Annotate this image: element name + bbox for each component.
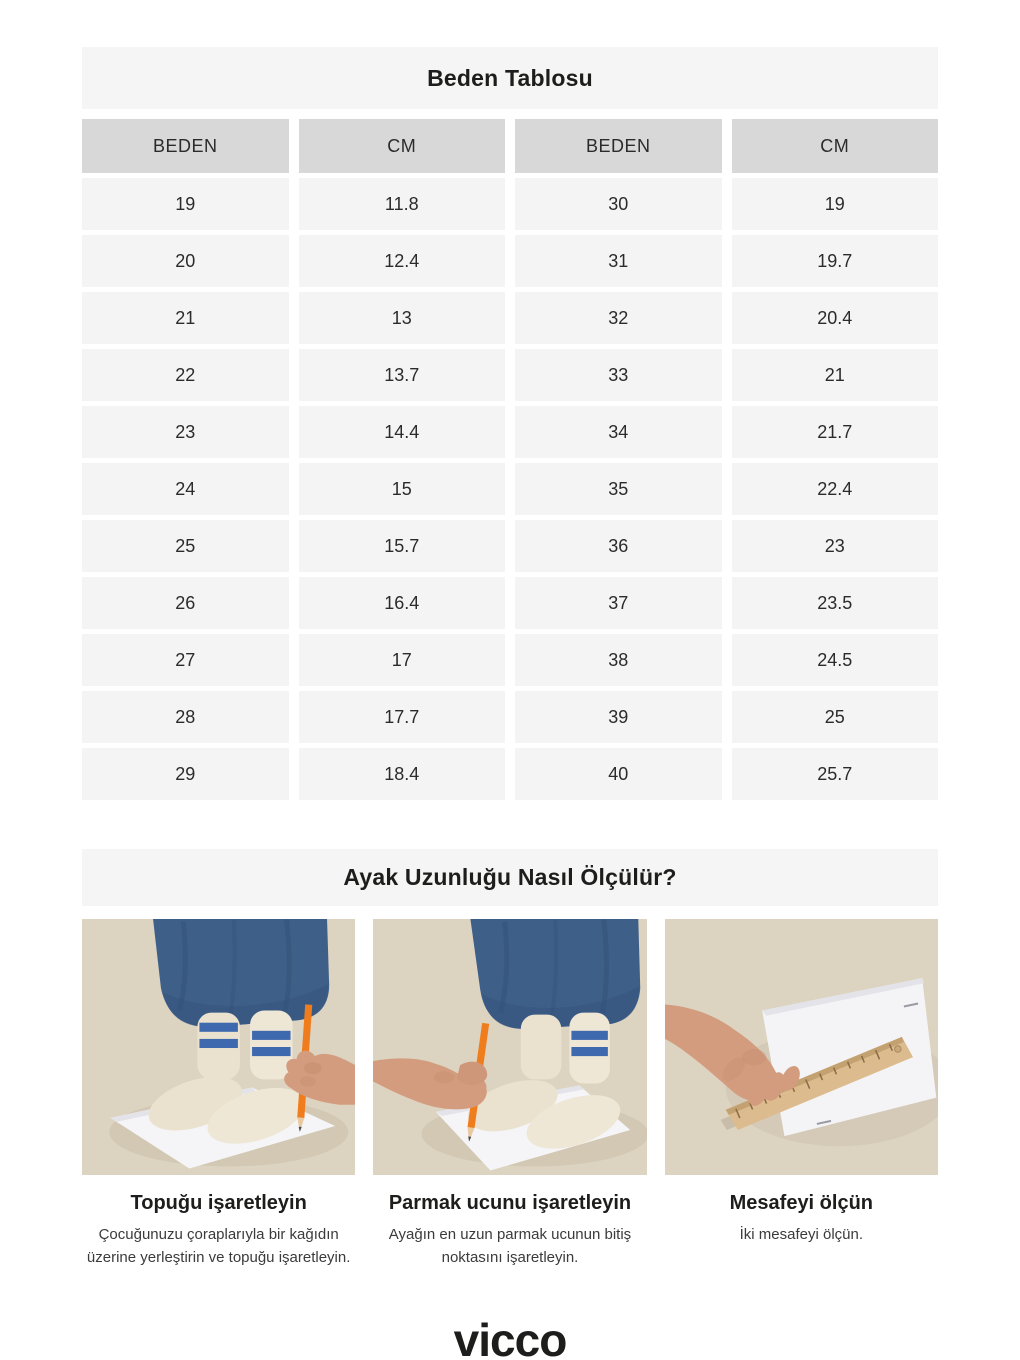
measure-distance-photo [665,919,938,1175]
size-table [72,114,948,805]
table-row [82,634,938,686]
cell-cm: 17 [299,634,506,686]
cell-size: 34 [515,406,722,458]
footer [82,1314,938,1360]
table-row [82,577,938,629]
cell-size: 26 [82,577,289,629]
cell-cm: 25 [732,691,939,743]
step-description: Ayağın en uzun parmak ucunun bitiş noktasını işaretleyin. [388,1226,632,1266]
cell-size: 29 [82,748,289,800]
cell-cm: 19.7 [732,235,939,287]
column-header-cm-left: CM [299,119,506,173]
step-mark-toe [373,919,646,1269]
cell-cm: 14.4 [299,406,506,458]
cell-size: 25 [82,520,289,572]
size-table-header-row [82,119,938,173]
cell-size: 40 [515,748,722,800]
step-title: Topuğu işaretleyin [130,1192,307,1214]
mark-heel-photo [82,919,355,1175]
cell-cm: 12.4 [299,235,506,287]
column-header-beden-right: BEDEN [515,119,722,173]
step-description: İki mesafeyi ölçün. [739,1226,864,1243]
cell-size: 24 [82,463,289,515]
cell-size: 21 [82,292,289,344]
cell-size: 30 [515,178,722,230]
cell-size: 35 [515,463,722,515]
cell-cm: 15.7 [299,520,506,572]
size-table-title-band [82,47,938,109]
cell-size: 22 [82,349,289,401]
jeans [153,919,329,1027]
cell-cm: 24.5 [732,634,939,686]
column-header-beden-left: BEDEN [82,119,289,173]
cell-size: 23 [82,406,289,458]
cell-size: 28 [82,691,289,743]
table-row [82,463,938,515]
measuring-guide-title-band [82,849,938,906]
step-measure-distance [665,919,938,1269]
cell-size: 27 [82,634,289,686]
cell-cm: 17.7 [299,691,506,743]
cell-size: 33 [515,349,722,401]
step-title: Parmak ucunu işaretleyin [388,1192,632,1214]
cell-cm: 25.7 [732,748,939,800]
table-row [82,178,938,230]
cell-cm: 23 [732,520,939,572]
table-row [82,748,938,800]
cell-size: 32 [515,292,722,344]
measuring-steps [82,919,938,1269]
cell-cm: 19 [732,178,939,230]
cell-cm: 13.7 [299,349,506,401]
cell-size: 37 [515,577,722,629]
cell-cm: 23.5 [732,577,939,629]
cell-cm: 16.4 [299,577,506,629]
cell-size: 39 [515,691,722,743]
cell-cm: 13 [299,292,506,344]
step-mark-heel [82,919,355,1269]
cell-cm: 22.4 [732,463,939,515]
column-header-cm-right: CM [732,119,939,173]
table-row [82,520,938,572]
cell-size: 36 [515,520,722,572]
cell-size: 19 [82,178,289,230]
cell-size: 31 [515,235,722,287]
cell-size: 20 [82,235,289,287]
mark-toe-photo [373,919,646,1175]
step-title: Mesafeyi ölçün [729,1192,874,1214]
cell-cm: 18.4 [299,748,506,800]
cell-cm: 15 [299,463,506,515]
cell-cm: 20.4 [732,292,939,344]
table-row [82,292,938,344]
table-row [82,406,938,458]
size-table-title: Beden Tablosu [427,64,593,91]
cell-cm: 11.8 [299,178,506,230]
table-row [82,349,938,401]
vicco-logo: vicco [453,1314,567,1360]
step-description: Çocuğunuzu çoraplarıyla bir kağıdın üzerine yerleştirin ve topuğu işaretleyin. [86,1226,351,1266]
cell-size: 38 [515,634,722,686]
cell-cm: 21.7 [732,406,939,458]
table-row [82,235,938,287]
jeans [471,919,641,1029]
cell-cm: 21 [732,349,939,401]
measuring-guide-title: Ayak Uzunluğu Nasıl Ölçülür? [343,864,677,890]
table-row [82,691,938,743]
